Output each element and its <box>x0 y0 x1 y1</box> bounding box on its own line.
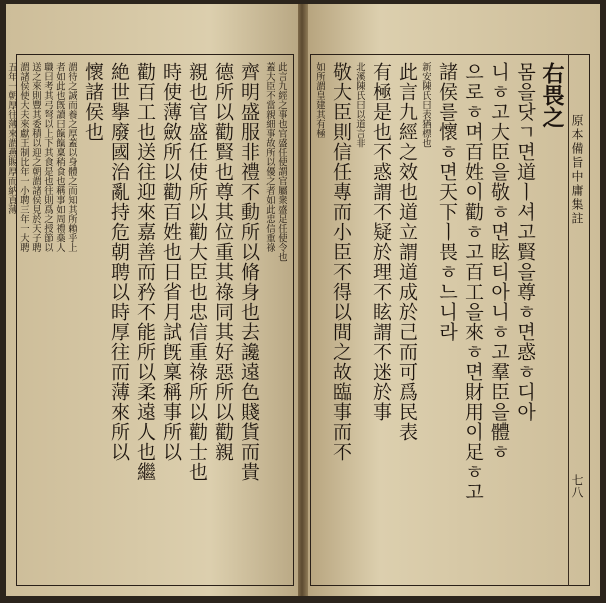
text-column: 諸侯를懷ㅎ면天下ㅣ畏ㅎ느니라 <box>436 62 458 342</box>
text-column: 몸을닷ㄱ면道ㅣ셔고賢을尊ㅎ면惑ㅎ디아 <box>514 62 536 422</box>
text-column: 時使薄斂所以勸百姓也日省月試旣稟稱事所以 <box>160 62 182 462</box>
text-column: 勸百工也送往迎來嘉善而矜不能所以柔遠人也繼 <box>134 62 156 482</box>
commentary-column: 蓋大臣不當親細事故所以優之者如此忠信重祿 <box>264 62 275 252</box>
commentary-column: 者如此也旣讀曰餼餼稟稍食也稱事如周禮槀人 <box>54 62 65 252</box>
section-heading: 右畏之 <box>539 62 565 128</box>
text-column: 敬大臣則信任專而小臣不得以間之故臨事而不 <box>330 62 352 462</box>
commentary-column: 此言九經之事也官盛任使謂官屬衆盛足任使令也 <box>276 62 287 262</box>
commentary-column: 如所謂皇建其有極 <box>314 62 325 138</box>
commentary-column: 謂諸侯使大夫來獻王制比年一小聘三年一大聘 <box>18 62 29 252</box>
commentary-column: 新安陳氏曰表猶標也 <box>420 62 431 148</box>
commentary-column: 職曰考其弓弩以上下其食是也往則爲之授節以 <box>42 62 53 252</box>
commentary-column: 送之來則豐其委積以迎之朝謂諸侯見於天子聘 <box>30 62 41 252</box>
text-column: 니ㅎ고大臣을敬ㅎ면眩티아니ㅎ고羣臣을體ㅎ <box>488 62 510 462</box>
text-column: 으로ㅎ며百姓이勸ㅎ고百工을來ㅎ면財用이足ㅎ고 <box>462 62 484 502</box>
book-spread <box>6 4 600 596</box>
text-column: 此言九經之效也道立謂道成於己而可爲民表 <box>396 62 418 442</box>
text-column: 親也官盛任使所以勸大臣也忠信重祿所以勸士也 <box>186 62 208 482</box>
commentary-column: 北溪陳氏曰以道言非 <box>354 62 365 148</box>
page-number: 七八 <box>570 474 584 498</box>
text-column: 德所以勸賢也尊其位重其祿同其好惡所以勸親 <box>212 62 234 462</box>
text-column: 絶世擧廢國治亂持危朝聘以時厚往而薄來所以 <box>108 62 130 462</box>
commentary-column: 五年一朝厚往薄來謂燕賜厚而納貢薄 <box>6 62 17 214</box>
commentary-column: 謂待之誠而養之厚蓋以身體之而知其所賴乎上 <box>66 62 77 252</box>
right-page <box>306 4 600 596</box>
book-title: 原本備旨中庸集註 <box>570 114 584 226</box>
text-column: 有極是也不惑謂不疑於理不眩謂不迷於事 <box>370 62 392 422</box>
left-page <box>6 4 298 596</box>
text-column: 齊明盛服非禮不動所以脩身也去讒遠色賤貨而貴 <box>238 62 260 482</box>
text-column: 懷諸侯也 <box>82 62 104 142</box>
